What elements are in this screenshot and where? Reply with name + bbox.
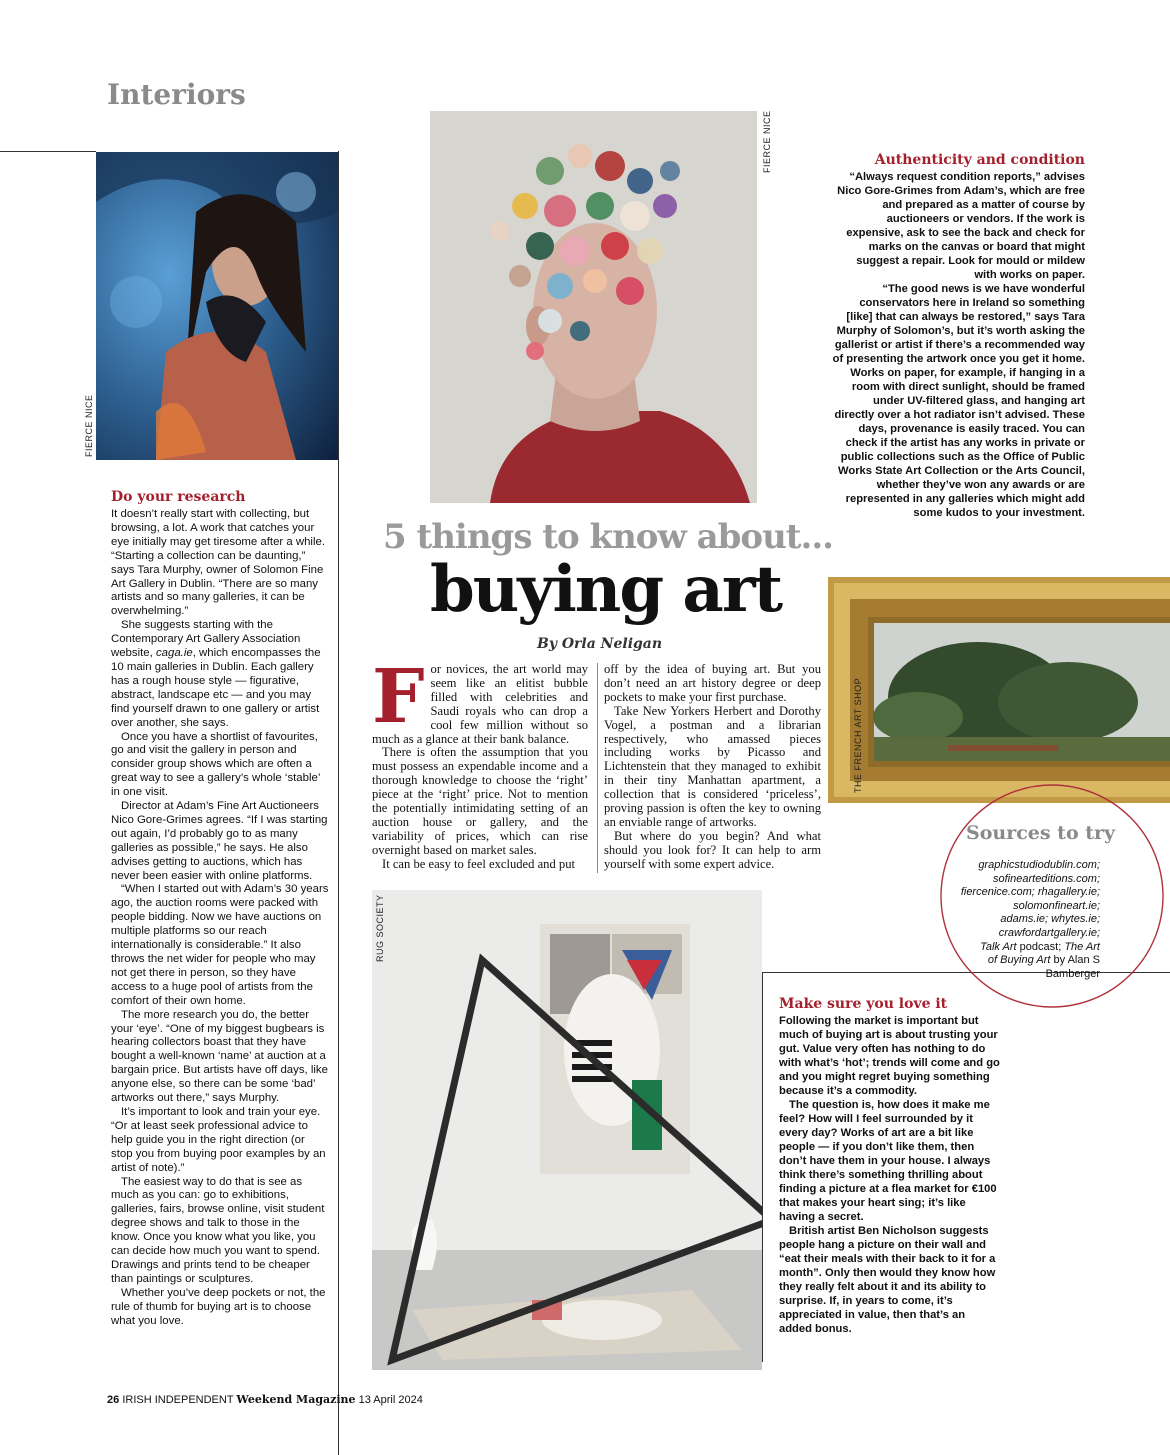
intro-paragraph: There is often the assumption that you must possess an expendable income and a thorough knowledge to choose the ‘right’ piece at the ‘right’ price. Not to mention the potentially intimidating setting of an auction house or gallery, and the variability of prices, which can rise overnight based on market sales. xyxy=(372,745,588,857)
intro-paragraph: Take New Yorkers Herbert and Dorothy Vogel, a postman and a librarian respectively, who amassed pieces including works by Picasso and Lichtenstein that they managed to exhibit in their tiny Manhattan apartment, a collection that is considered ‘priceless’, proving passion is often the key to owning an enviable range of artworks. xyxy=(604,703,821,829)
kicker: 5 things to know about... xyxy=(383,517,834,557)
intro-paragraph: But where do you begin? And what should you look for? It can help to arm yourself with some expert advice. xyxy=(604,828,821,871)
source-item: fiercenice.com; rhagallery.ie; xyxy=(960,886,1100,899)
face-credit: FIERCE NICE xyxy=(762,110,772,173)
research-paragraph: She suggests starting with the Contemporary Art Gallery Association website, caga.ie, which encompasses the 10 main galleries in Dublin. Each gallery has a rough house style — figurative, abstract, landscape etc — and you may find yourself drawn to one gallery or artist over another, she says. xyxy=(111,619,321,729)
love-heading: Make sure you love it xyxy=(779,996,948,1012)
source-item: crawfordartgallery.ie; xyxy=(998,926,1100,939)
research-paragraph: The more research you do, the better your ‘eye’. “One of my biggest bugbears is hearing collectors boast that they have bought a well-known ‘name’ at auction at a bargain price. But artists have off days, like anyone else, so there can be some ‘bad’ artworks out there,” says Murphy. xyxy=(111,1008,328,1105)
page-number: 26 xyxy=(107,1394,120,1406)
love-body xyxy=(779,1014,1001,1336)
rug-credit: RUG SOCIETY xyxy=(375,894,385,962)
source-item: graphicstudiodublin.com; xyxy=(978,859,1100,871)
source-item: sofinearteditions.com; xyxy=(993,872,1100,885)
byline: By Orla Neligan xyxy=(537,636,663,652)
authenticity-paragraph: “Always request condition reports,” advises Nico Gore-Grimes from Adam’s, which are free and prepared as a matter of course by auctioneers or vendors. If the work is expensive, ask to see the back and check for marks on the canvas or board that might suggest a repair. Look for mould or mildew with works on paper. xyxy=(837,171,1085,281)
love-paragraph: British artist Ben Nicholson suggests people hang a picture on their wall and “eat their meals with their back to it for a month”. Only then would they know how they really felt about it and its ability to surprise. If, in years to come, it’s appreciated in value, then that’s an added bonus. xyxy=(779,1225,996,1335)
sources-title: Sources to try xyxy=(966,822,1116,844)
sources-list xyxy=(955,859,1100,981)
authenticity-paragraph: “The good news is we have wonderful conservators here in Ireland so something [like] that can always be restored,” says Tara Murphy of Solomon’s, but it’s worth asking the gallerist or artist if there’s a recommended way of presenting the artwork once you get it home. Works on paper, for example, if hanging in a room with direct sunlight, should be framed under UV-filtered glass, and hanging art directly over a hot radiator isn’t advised. These days, provenance is easily traced. You can check if the artist has any works in private or public collections such as the Office of Public Works State Art Collection or the Arts Council, whether they’ve won any awards or are represented in any galleries which might add some kudos to your investment. xyxy=(832,283,1085,519)
love-paragraph: Following the market is important but much of buying art is about trusting your gut. Value very often has nothing to do with what’s ‘hot’; trends will come and go and you might regret buying something because it’s a commodity. xyxy=(779,1015,1000,1097)
portrait-painting xyxy=(96,152,338,460)
source-item: adams.ie; whytes.ie; xyxy=(1000,913,1100,926)
authenticity-heading: Authenticity and condition xyxy=(874,152,1085,168)
section-label: Interiors xyxy=(107,78,246,111)
research-paragraph: Once you have a shortlist of favourites, go and visit the gallery in person and consider group shows which are often a great way to see a gallery’s whole ‘stable’ in one visit. xyxy=(111,730,320,799)
research-paragraph: Director at Adam’s Fine Art Auctioneers Nico Gore-Grimes agrees. “If I was starting out again, I’d probably go to as many galleries as possible,” he says. He also advises getting to auctions, which has never been easier with online platforms. xyxy=(111,800,328,882)
intro-paragraph: For novices, the art world may seem like an elitist bubble filled with celebrities and Saudi royals who can drop a cool few million without so much as a glance at their bank balance. xyxy=(372,654,588,746)
research-paragraph: It’s important to look and train your eye. “Or at least seek professional advice to help guide you in the right direction (or stop you from buying poor examples by an artist of note).” xyxy=(111,1105,326,1174)
portrait-credit: FIERCE NICE xyxy=(84,394,94,457)
framed-landscape-painting xyxy=(828,577,1170,803)
research-body xyxy=(111,508,329,1328)
research-paragraph: “When I started out with Adam’s 30 years ago, the auction rooms were packed with people bidding. Now we have auctions on multiple platforms so our reach internationally is considerable.” It also throws the net wider for people who may not get there in person, so they have access to a huge pool of artists from the comfort of their own home. xyxy=(111,883,329,1007)
intro-column-divider xyxy=(597,663,598,873)
face-painting xyxy=(430,111,757,503)
intro-column-2 xyxy=(604,663,821,872)
authenticity-body xyxy=(832,170,1085,520)
source-item: Talk Art podcast; The Art xyxy=(980,940,1100,953)
intro-column-1 xyxy=(372,654,588,872)
landscape-credit: THE FRENCH ART SHOP xyxy=(853,677,863,793)
magazine-name: Weekend Magazine xyxy=(236,1393,356,1406)
source-item: solomonfineart.ie; xyxy=(1013,899,1100,912)
source-item: of Buying Art by Alan S xyxy=(987,954,1100,967)
headline: buying art xyxy=(430,552,782,627)
intro-paragraph: It can be easy to feel excluded and put xyxy=(382,856,576,871)
research-heading: Do your research xyxy=(111,489,246,505)
research-paragraph: The easiest way to do that is see as much as you can: go to exhibitions, galleries, fairs, browse online, visit student degree shows and talk to those in the know. Once you know what you like, you can decide how much you want to spend. Drawings and prints tend to be cheaper than paintings or sculptures. xyxy=(111,1175,325,1285)
love-left-rule xyxy=(762,972,763,1362)
dropcap: F xyxy=(372,654,425,740)
research-paragraph: Whether you’ve deep pockets or not, the rule of thumb for buying art is to choose what you love. xyxy=(111,1286,326,1327)
paper-name: IRISH INDEPENDENT xyxy=(122,1394,234,1406)
rug-room-photo xyxy=(372,890,762,1370)
research-paragraph: It doesn’t really start with collecting, but browsing, a lot. A work that catches your eye initially may get tiresome after a while. “Starting a collection can be daunting,” says Tara Murphy, owner of Solomon Fine Art Gallery in Dublin. “There are so many artists and so many galleries, it can be overwhelming.” xyxy=(111,508,325,618)
source-item: Bamberger xyxy=(1045,967,1100,980)
top-left-rule xyxy=(0,151,96,152)
page-footer xyxy=(107,1393,423,1406)
love-paragraph: The question is, how does it make me feel? How will I feel surrounded by it every day? Works of art are a bit like people — if you don’t like them, then don’t have them in your house. I always think there’s something thrilling about finding a picture at a flea market for €100 that makes your heart sing; it’s like having a secret. xyxy=(779,1099,997,1223)
caga-link: caga.ie xyxy=(155,647,193,660)
left-column-rule xyxy=(338,151,339,1455)
intro-paragraph: off by the idea of buying art. But you don’t need an art history degree or deep pockets to make your first purchase. xyxy=(604,662,821,704)
issue-date: 13 April 2024 xyxy=(358,1394,423,1406)
